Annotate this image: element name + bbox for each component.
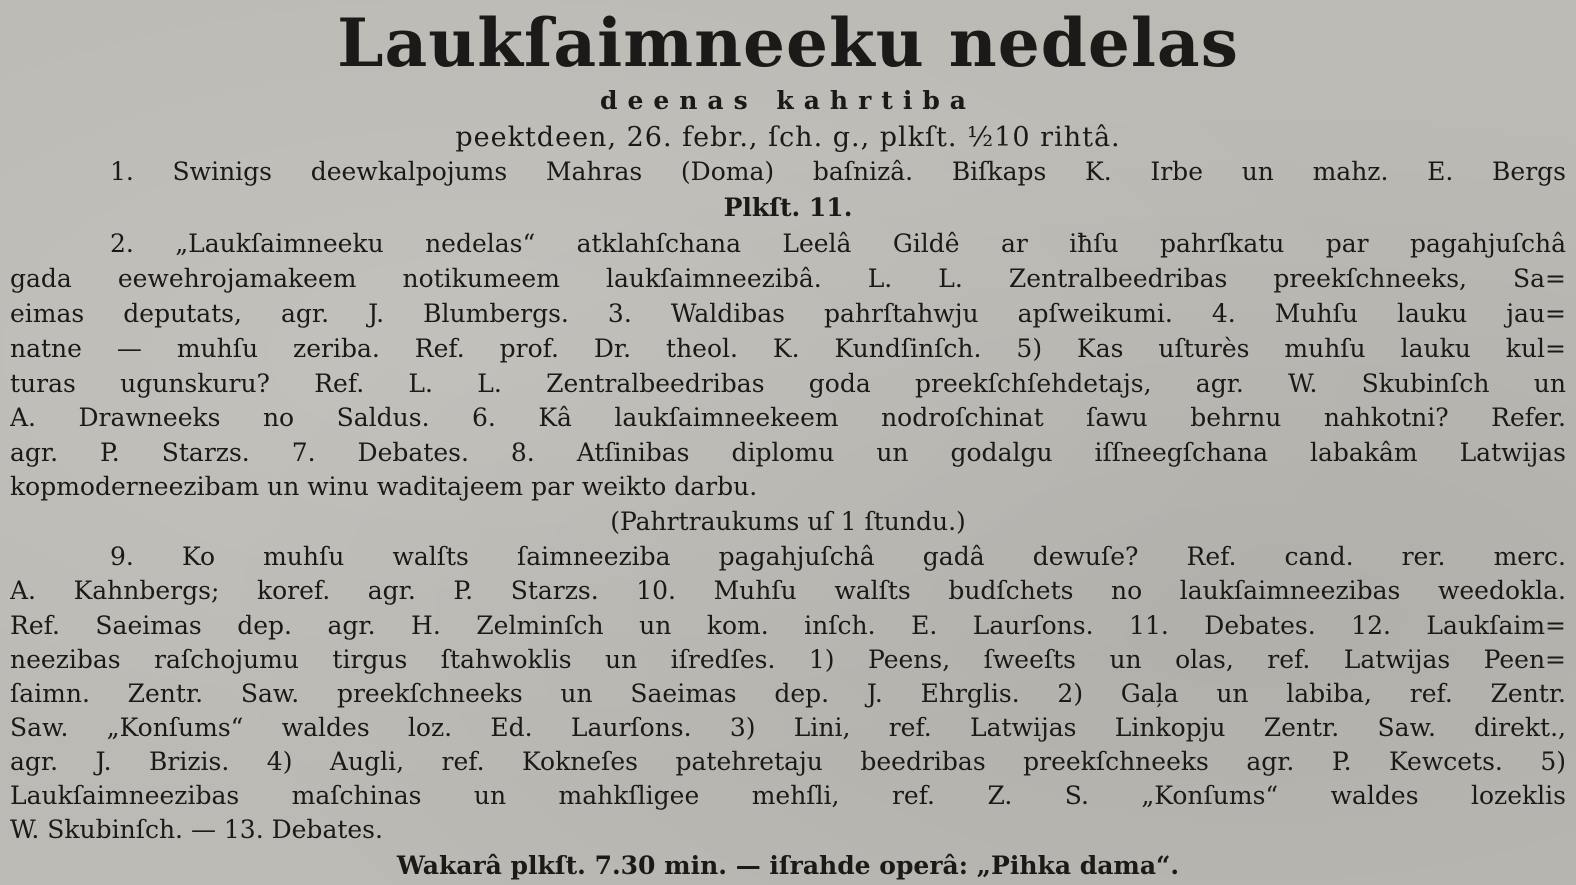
text-line: 2. „Laukſaimneeku nedelas“ atklahſchana Leelâ Gildê ar iħſu pahrſkatu par pagahjuſchâ bbox=[110, 229, 1566, 258]
text-line: kopmoderneezibam un winu waditajeem par weikto darbu. bbox=[10, 472, 758, 501]
text-line: Saw. „Konſums“ waldes loz. Ed. Laurſons. 3) Lini, ref. Latwijas Linkopju Zentr. Saw. direkt., bbox=[10, 713, 1566, 742]
text-line: neezibas raſchojumu tirgus ſtahwoklis un iſredſes. 1) Peens, ſweeſts un olas, ref. Latwijas Peen= bbox=[10, 645, 1566, 674]
article-subtitle: deenas kahrtiba bbox=[599, 86, 977, 115]
text-line: Laukſaimneezibas maſchinas un mahkſligee mehſli, ref. Z. S. „Konſums“ waldes lozeklis bbox=[10, 781, 1566, 810]
text-line: gada eewehrojamakeem notikumeem laukſaimneezibâ. L. L. Zentralbeedribas preekſchneeks, Sa= bbox=[10, 264, 1566, 293]
text-line: Ref. Saeimas dep. agr. H. Zelminſch un kom. inſch. E. Laurſons. 11. Debates. 12. Laukſaim= bbox=[10, 611, 1566, 640]
text-line: turas ugunskuru? Ref. L. L. Zentralbeedribas goda preekſchſehdetajs, agr. W. Skubinſch un bbox=[10, 369, 1566, 398]
article-title: Laukſaimneeku nedelas bbox=[337, 4, 1239, 82]
text-line: A. Kahnbergs; koref. agr. P. Starzs. 10. Muhſu walſts budſchets no laukſaimneezibas weedokla. bbox=[10, 576, 1566, 605]
text-line: A. Drawneeks no Saldus. 6. Kâ laukſaimneekeem nodroſchinat ſawu behrnu nahkotni? Refer. bbox=[10, 403, 1566, 432]
text-line: ſaimn. Zentr. Saw. preekſchneeks un Saeimas dep. J. Ehrglis. 2) Gaļa un labiba, ref. Zentr. bbox=[10, 679, 1566, 708]
dateline: peektdeen, 26. febr., ſch. g., plkſt. ½10 rihtâ. bbox=[455, 122, 1121, 153]
text-line: eimas deputats, agr. J. Blumbergs. 3. Waldibas pahrſtahwju apſweikumi. 4. Muhſu lauku jau= bbox=[10, 299, 1566, 328]
text-line: W. Skubinſch. — 13. Debates. bbox=[10, 815, 383, 844]
text-line: (Pahrtraukums uſ 1 ſtundu.) bbox=[610, 507, 966, 536]
text-line: natne — muhſu zeriba. Ref. prof. Dr. theol. K. Kundſinſch. 5) Kas uſturès muhſu lauku kul= bbox=[10, 334, 1566, 363]
text-line: agr. P. Starzs. 7. Debates. 8. Atſinibas diplomu un godalgu iſſneegſchana labakâm Latwijas bbox=[10, 438, 1566, 467]
text-line: Wakarâ plkſt. 7.30 min. — iſrahde operâ: „Pihka dama“. bbox=[396, 851, 1180, 880]
text-line: agr. J. Brizis. 4) Augli, ref. Kokneſes patehretaju beedribas preekſchneeks agr. P. Kewcets. 5) bbox=[10, 747, 1566, 776]
text-line: Plkſt. 11. bbox=[723, 193, 853, 222]
text-line: 9. Ko muhſu walſts ſaimneeziba pagahjuſchâ gadâ dewuſe? Ref. cand. rer. merc. bbox=[110, 542, 1566, 571]
text-line: 1. Swinigs deewkalpojums Mahras (Doma) baſnizâ. Biſkaps K. Irbe un mahz. E. Bergs bbox=[110, 157, 1566, 186]
